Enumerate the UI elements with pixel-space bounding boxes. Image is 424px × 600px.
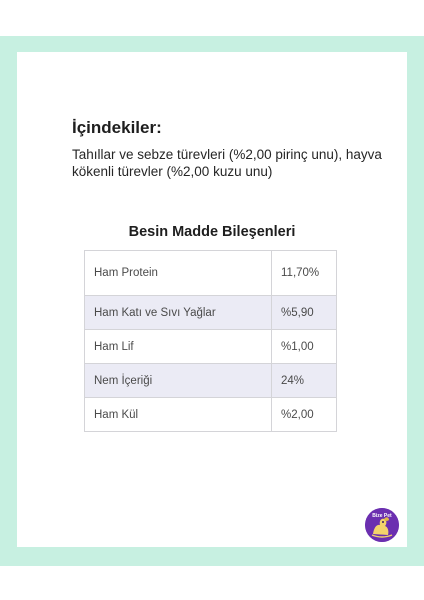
nutrient-value: %1,00: [272, 330, 337, 364]
nutrient-name: Ham Katı ve Sıvı Yağlar: [85, 296, 272, 330]
nutrient-value: %2,00: [272, 398, 337, 432]
brand-logo: [365, 508, 399, 542]
nutrient-name: Ham Lif: [85, 330, 272, 364]
ingredients-heading: İçindekiler:: [72, 118, 162, 137]
nutrient-value: 11,70%: [272, 251, 337, 296]
table-row: [85, 296, 337, 330]
logo-text: Bize Pet: [372, 513, 392, 519]
nutrient-name: Ham Protein: [85, 251, 272, 296]
nutrient-name: Ham Kül: [85, 398, 272, 432]
dog-logo-icon: [365, 508, 399, 542]
table-row: [85, 251, 337, 296]
ingredients-description: Tahıllar ve sebze türevleri (%2,00 pirinç unu), hayva kökenli türevler (%2,00 kuzu unu): [72, 147, 382, 179]
table-row: [85, 330, 337, 364]
table-row: [85, 364, 337, 398]
nutrient-value: 24%: [272, 364, 337, 398]
nutrient-name: Nem İçeriği: [85, 364, 272, 398]
table-row: [85, 398, 337, 432]
nutrition-table: [84, 250, 337, 432]
nutrient-value: %5,90: [272, 296, 337, 330]
nutrition-table-title: Besin Madde Bileşenleri: [128, 224, 296, 240]
